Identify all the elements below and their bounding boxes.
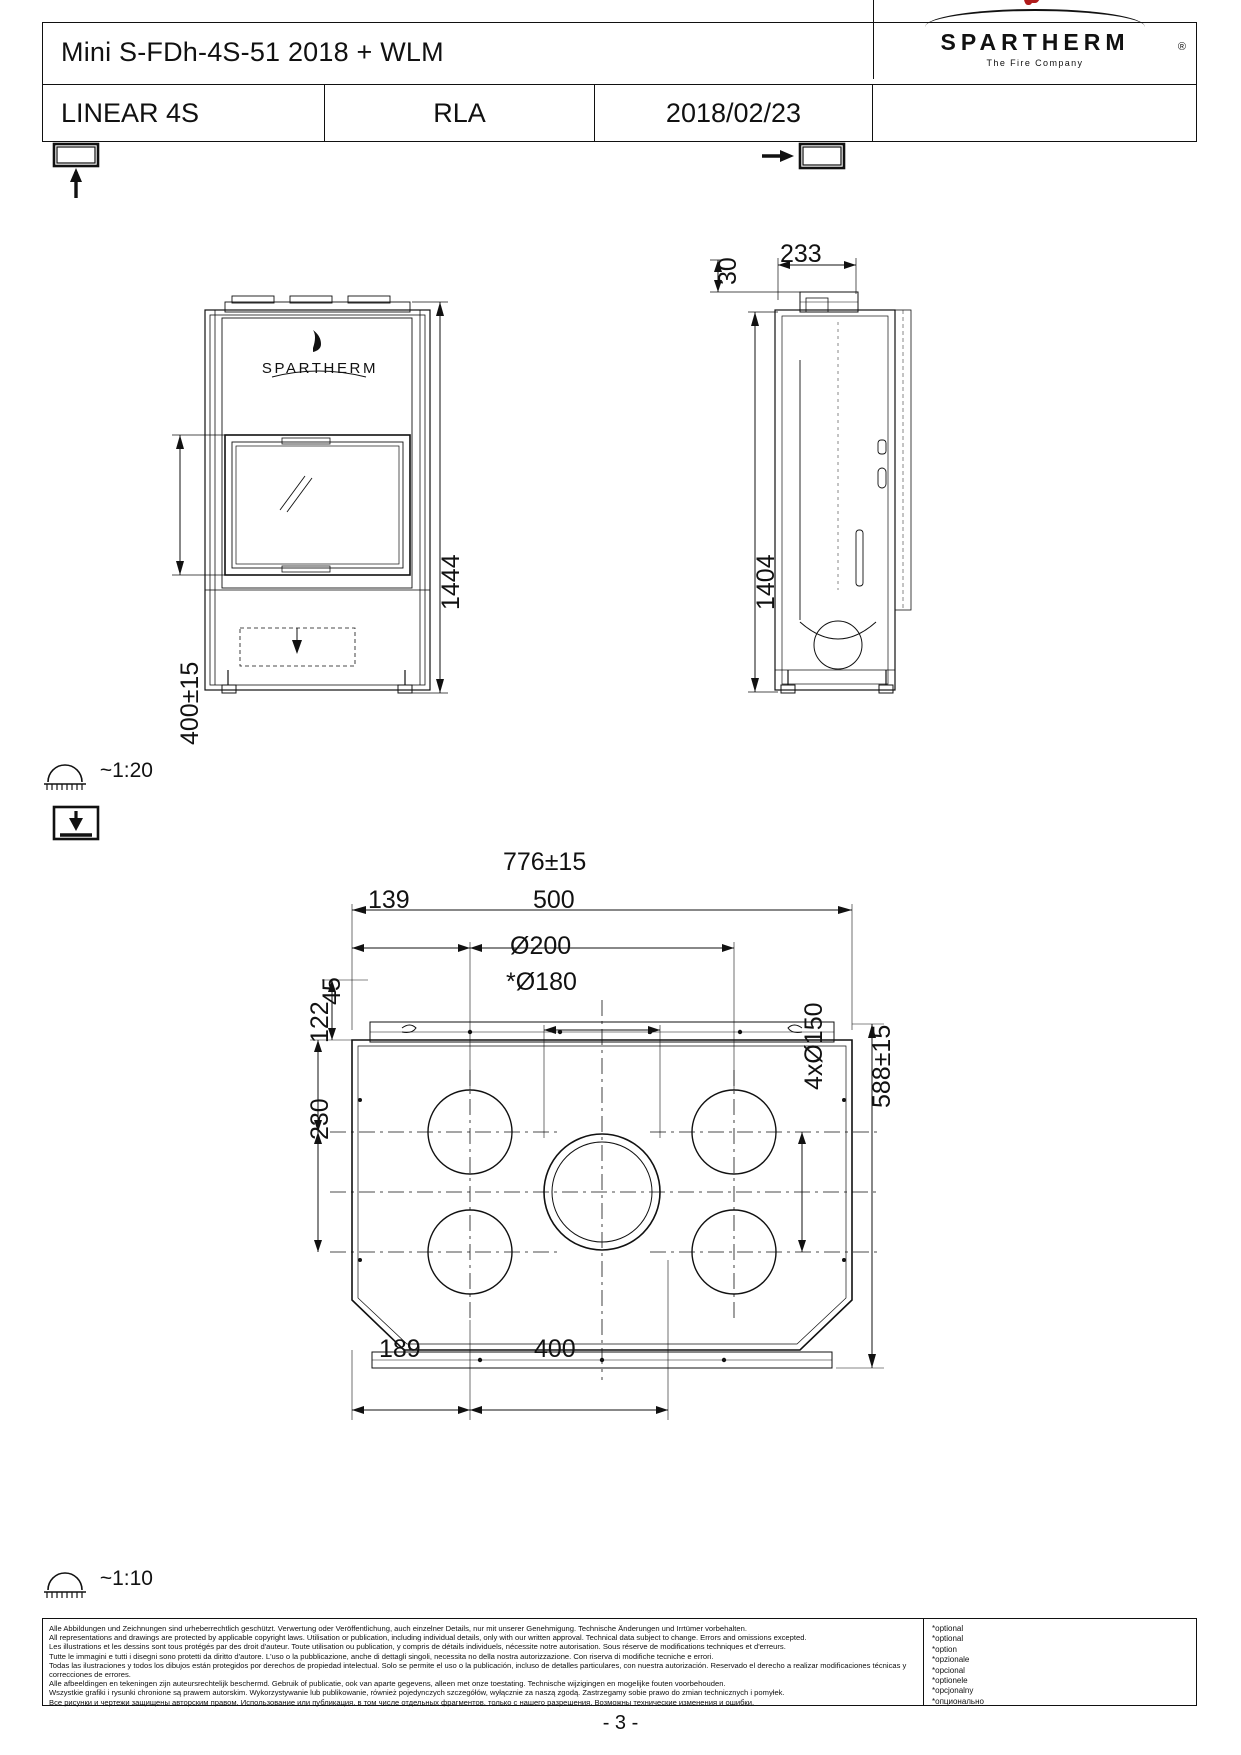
scale-plan xyxy=(42,1566,153,1600)
dim-side-depth: 233 xyxy=(780,240,822,268)
dim-side-offset: 30 xyxy=(714,257,742,285)
flame-icon xyxy=(1021,0,1049,13)
legal-line-it: Tutte le immagini e tutti i disegni sono protetti da diritto d'autore. L'uso o la pubblicazione, anche di dettagli singoli, necessita no della nostra autorizzazione. Con riserva di modifiche tecniche e errori. xyxy=(49,1651,714,1661)
dim-plan-width: 776±15 xyxy=(503,848,587,876)
legal-line-pl: Wszystkie grafiki i rysunki chronione są prawem autorskim. Wykorzystywanie lub publikowanie, również pojedynczych szczegółów, wyłącznie za naszą zgodą. Zastrzegamy sobie prawo do zmian technicznych i pomyłek. xyxy=(49,1688,785,1698)
dim-plan-top-offset: 45 xyxy=(318,977,346,1005)
dim-plan-depth: 588±15 xyxy=(868,1024,896,1108)
optional-label-en: *optional xyxy=(932,1634,964,1644)
scale-plan-label: ~1:10 xyxy=(99,1566,153,1590)
brand-logo xyxy=(873,0,1196,79)
dim-four-holes: 4xØ150 xyxy=(800,1002,828,1090)
page-number: - 3 - xyxy=(602,1712,639,1734)
optional-label-fr: *option xyxy=(932,1644,957,1654)
code-cell xyxy=(325,85,595,141)
scale-elevation-label: ~1:20 xyxy=(99,758,153,782)
svg-text:SPARTHERM: SPARTHERM xyxy=(261,360,379,377)
optional-label-it: *opzionale xyxy=(932,1655,970,1665)
legal-footer xyxy=(42,1618,1197,1706)
dim-glass-height: 400±15 xyxy=(176,661,204,745)
dim-plan-offset-bottom-left: 189 xyxy=(379,1335,421,1363)
legal-line-nl: Alle afbeeldingen en tekeningen zijn auteursrechtelijk beschermd. Gebruik of publicatie, ook van aparte gegevens, alleen met onze toestating. Technische wijzigingen en mogelijke fouten voorbehouden. xyxy=(49,1679,726,1689)
legal-line-es: Todas las ilustraciones y todos los dibujos están protegidos por derechos de propiedad intelectual. Solo se permite el uso o la publicación, incluso de detalles particulares, con nuestra autorización. Reservado el derecho a realizar modificaciones técnicas y correcciones de errores. xyxy=(49,1660,907,1680)
dim-plan-row-offset-2: 230 xyxy=(306,1098,334,1140)
plan-view-drawing xyxy=(0,880,1241,1580)
page-title: Mini S-FDh-4S-51 2018 + WLM xyxy=(61,37,444,67)
scale-elevation xyxy=(42,758,153,792)
dim-total-height: 1444 xyxy=(437,554,465,610)
optional-label-ru: *опционально xyxy=(932,1696,984,1706)
front-view-symbol xyxy=(52,142,122,207)
legal-line-de: Alle Abbildungen und Zeichnungen sind urheberrechtlich geschützt. Verwertung oder Veröffentlichung, auch einzelner Details, nur mit unserer Genehmigung. Technische Änderungen und Irrtümer vorbehalten. xyxy=(49,1624,747,1633)
dim-plan-row-offset-1: 122 xyxy=(306,1001,334,1043)
optional-legend xyxy=(923,1619,1196,1705)
optional-label-nl: *optionele xyxy=(932,1676,968,1686)
date-label: 2018/02/23 xyxy=(665,97,802,128)
dim-plan-offset-left: 139 xyxy=(368,886,410,914)
optional-label-pl: *opcjonalny xyxy=(932,1686,974,1696)
title-block xyxy=(42,22,1197,142)
model-cell xyxy=(43,85,325,141)
dim-flue-diameter-optional: *Ø180 xyxy=(506,968,577,996)
optional-label-de: *optional xyxy=(932,1624,964,1633)
dim-flue-diameter: Ø200 xyxy=(510,932,572,960)
side-view-symbol xyxy=(760,142,850,189)
dim-plan-center-span: 500 xyxy=(533,886,575,914)
model-label: LINEAR 4S xyxy=(61,97,200,128)
date-cell xyxy=(595,85,873,141)
brand-name: SPARTHERM xyxy=(940,28,1130,55)
legal-text-block xyxy=(43,1619,923,1705)
elevation-drawings xyxy=(0,230,1241,850)
legal-line-ru: Все рисунки и чертежи защищены авторским правом. Использование или публикация, в том числе отдельных фрагментов, только с нашего разрешения. Возможны технические изменения и ошибки. xyxy=(49,1697,755,1707)
dim-side-height: 1404 xyxy=(752,554,780,610)
code-label: RLA xyxy=(433,97,486,128)
brand-tagline: The Fire Company xyxy=(986,57,1084,68)
dim-plan-bottom-span: 400 xyxy=(534,1335,576,1363)
optional-label-es: *opcional xyxy=(932,1665,965,1675)
legal-line-fr: Les illustrations et les dessins sont tous protégés par des droit d'auteur. Toute utilisation ou publication, y compris de détails individuels, nécessite notre autorisation. Sous réserve de modifications techniques et d'erreurs. xyxy=(49,1642,786,1652)
legal-line-en: All representations and drawings are protected by applicable copyright laws. Utilisation or publication, including individual details, only with our written approval. Technical data subject to change. Errors and omissions excepted. xyxy=(49,1633,807,1643)
meta-row xyxy=(43,85,1196,141)
registered-mark: ® xyxy=(1177,41,1186,53)
